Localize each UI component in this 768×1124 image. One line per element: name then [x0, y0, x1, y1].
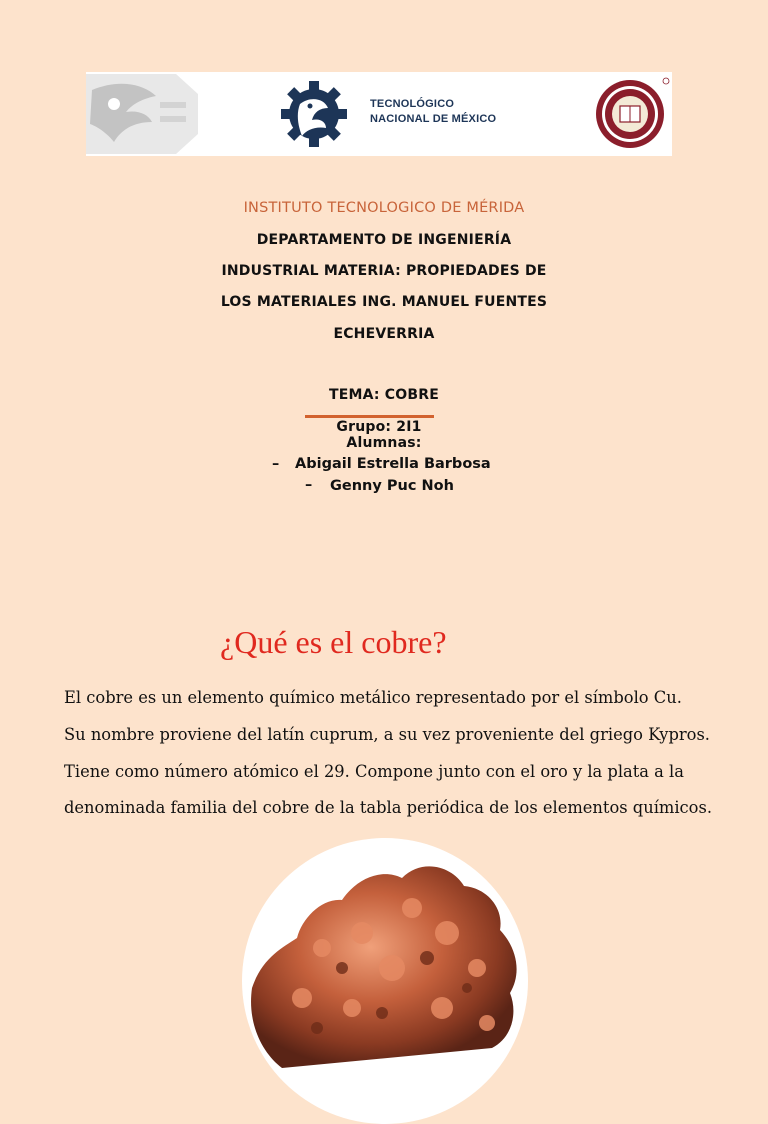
student-name: Genny Puc Noh: [330, 478, 454, 494]
eagle-watermark-icon: [86, 74, 198, 154]
department-line-1: DEPARTAMENTO DE INGENIERÍA: [256, 232, 512, 248]
department-line-4: ECHEVERRIA: [333, 326, 435, 342]
tecnm-wordmark-line2: NACIONAL DE MÉXICO: [370, 113, 497, 125]
student-name: Abigail Estrella Barbosa: [295, 456, 491, 472]
topic-underline-divider: [305, 415, 434, 418]
paragraph-line: Tiene como número atómico el 29. Compone junto con el oro y la plata a la: [64, 762, 684, 781]
copper-nugget-image: [242, 838, 528, 1124]
tecnm-gear-logo-icon: [281, 81, 347, 147]
topic-heading: TEMA: COBRE: [328, 387, 439, 403]
institute-name: INSTITUTO TECNOLOGICO DE MÉRIDA: [243, 200, 525, 216]
students-label: Alumnas:: [346, 435, 422, 451]
list-bullet-dash: –: [305, 477, 313, 493]
list-bullet-dash: –: [272, 456, 280, 472]
group-label: Grupo: 2I1: [336, 419, 422, 435]
paragraph-line: Su nombre proviene del latín cuprum, a su vez proveniente del griego Kypros.: [64, 725, 710, 744]
copper-nugget-illustration: [242, 838, 528, 1124]
tecnm-wordmark-line1: TECNOLÓGICO: [370, 98, 455, 110]
paragraph-line: denominada familia del cobre de la tabla periódica de los elementos químicos.: [64, 798, 712, 817]
itm-seal-icon: [596, 78, 669, 148]
paragraph-line: El cobre es un elemento químico metálico representado por el símbolo Cu.: [64, 688, 682, 707]
header-logo-banner: [86, 72, 672, 156]
section-title: ¿Qué es el cobre?: [220, 624, 447, 660]
department-line-3: LOS MATERIALES ING. MANUEL FUENTES: [220, 294, 548, 310]
department-line-2: INDUSTRIAL MATERIA: PROPIEDADES DE: [221, 263, 547, 279]
